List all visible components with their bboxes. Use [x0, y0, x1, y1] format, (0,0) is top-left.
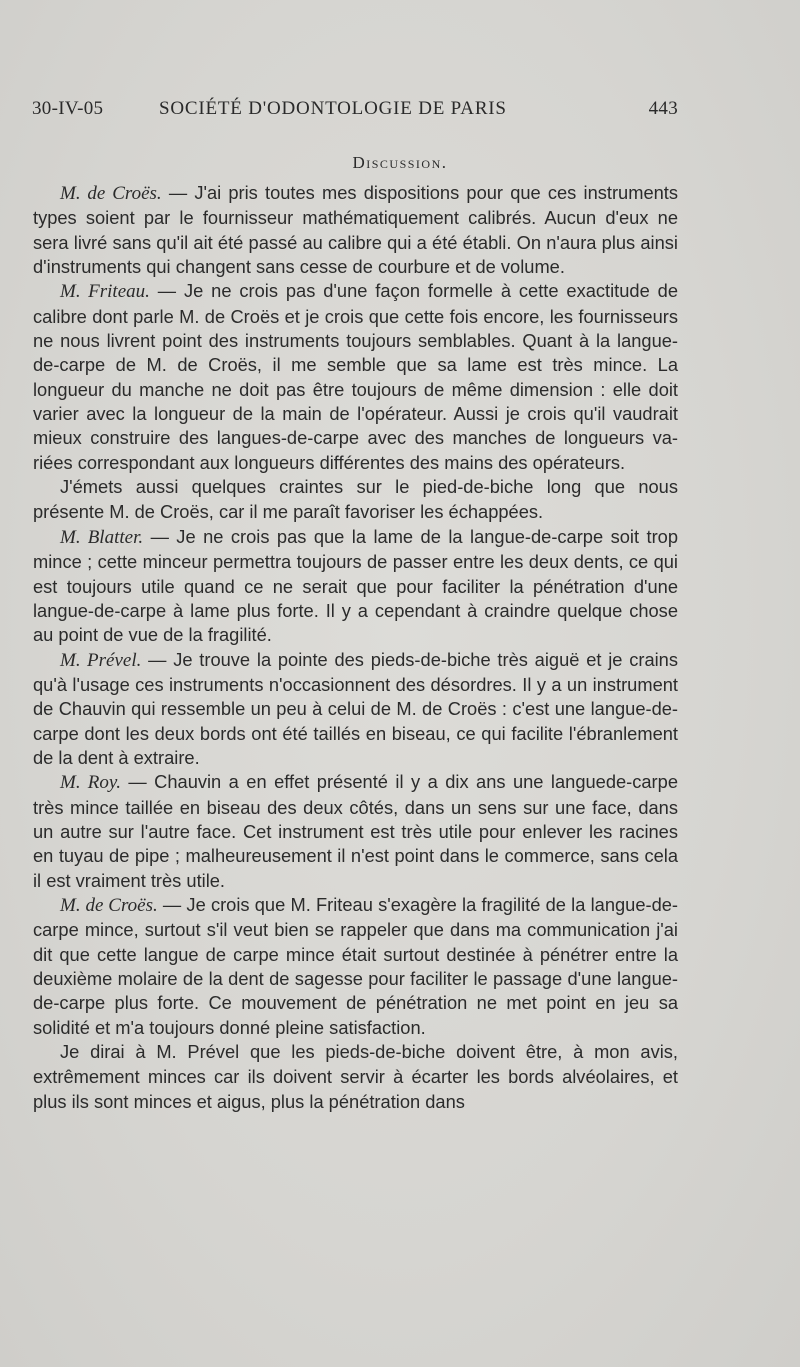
paragraph	[33, 1040, 678, 1114]
paragraph	[33, 181, 678, 279]
paragraph	[33, 893, 678, 1040]
section-title: Discussion.	[352, 153, 448, 172]
paragraph-text: — J'ai pris toutes mes dispositions pour que ces instruments types soient par le fournisseur mathématiquement calibrés. Aucun d'eux ne sera livré sans qu'il ait été passé au calibre qui a été établi. On n'aura plus ainsi d'instruments qui changent sans cesse de courbure et de volume.	[33, 182, 678, 278]
paragraph-text: — Je ne crois pas que la lame de la langue-de-carpe soit trop mince ; cette minceur permettra toujours de passer entre les deux dents, ce qui est toujours utile quand ce ne serait que pour faciliter la pénétration d'une langue-de-carpe à lame plus forte. Il y a cependant à craindre quelque chose au point de vue de la fragilité.	[33, 525, 678, 646]
speaker-name: M. de Croës.	[60, 183, 162, 204]
speaker-name: M. Prével.	[60, 649, 142, 671]
page-number: 443	[648, 98, 678, 119]
running-head	[32, 98, 678, 124]
speaker-name: M. de Croës.	[60, 894, 158, 916]
paragraph-text: Je dirai à M. Prével que les pieds-de-biche doivent être, à mon avis, extrêmement minces car ils doivent servir à écarter les bords alvéolaires, et plus ils sont minces et aigus, plus la pénétration dans	[33, 1041, 678, 1112]
paragraph	[33, 648, 678, 771]
paragraph	[33, 475, 678, 525]
paragraph-text: — Chauvin a en effet présenté il y a dix ans une languede-carpe très mince taillée en biseau des deux côtés, dans un sens sur une face, dans un autre sur l'autre face. Cet instrument est très utile pour enlever les racines en tuyau de pipe ; malheureusement il n'est point dans le commerce, sans cela il est vraiment très utile.	[33, 771, 678, 891]
paragraph-text: — Je crois que M. Friteau s'exagère la fragilité de la langue-de-carpe mince, surtout s'il veut bien se rappeler que dans ma communication j'ai dit que cette langue de carpe mince était surtout destinée à pénétrer entre la deuxième molaire de la dent de sagesse pour faciliter le passage d'une langue-de-carpe plus forte. Ce mouvement de pénétration ne met point en jeu sa solidité et m'a toujours donné pleine satisfaction.	[33, 893, 678, 1038]
paragraph	[33, 770, 678, 893]
paragraph	[33, 525, 678, 648]
header-date: 30-IV-05	[32, 98, 104, 119]
speaker-name: M. Roy.	[60, 772, 121, 794]
paragraph-text: J'émets aussi quelques craintes sur le pied-de-biche long que nous présente M. de Croës, car il me paraît favoriser les échappées.	[33, 476, 678, 523]
paragraph-text: — Je ne crois pas d'une façon formelle à cette exactitude de calibre dont parle M. de Croës et je crois que cette fois encore, les fournisseurs ne nous livrent point des instruments toujours semblables. Quant à la langue-de-carpe de M. de Croës, il me semble que sa lame est très mince. La longueur du manche ne doit pas être toujours de même dimension : elle doit varier avec la longueur de la main de l'opérateur. Aussi je crois qu'il vaudrait mieux construire des langues-de-carpe avec des manches de longueurs variées correspondant aux longueurs différentes des mains des opérateurs.	[33, 280, 678, 473]
paragraph	[33, 279, 678, 475]
header-journal-title: SOCIÉTÉ D'ODONTOLOGIE DE PARIS	[159, 98, 507, 119]
speaker-name: M. Friteau.	[60, 281, 150, 303]
speaker-name: M. Blatter.	[60, 526, 144, 548]
discussion-body	[33, 181, 678, 1114]
paragraph-text: — Je trouve la pointe des pieds-de-biche très aiguë et je crains qu'à l'usage ces instruments n'occasionnent des désordres. Il y a un instrument de Chauvin qui ressemble un peu à celui de M. de Croës : c'est une langue-de-carpe dont les deux bords ont été taillés en biseau, ce qui facilite l'ébranlement de la dent à extraire.	[33, 648, 678, 768]
